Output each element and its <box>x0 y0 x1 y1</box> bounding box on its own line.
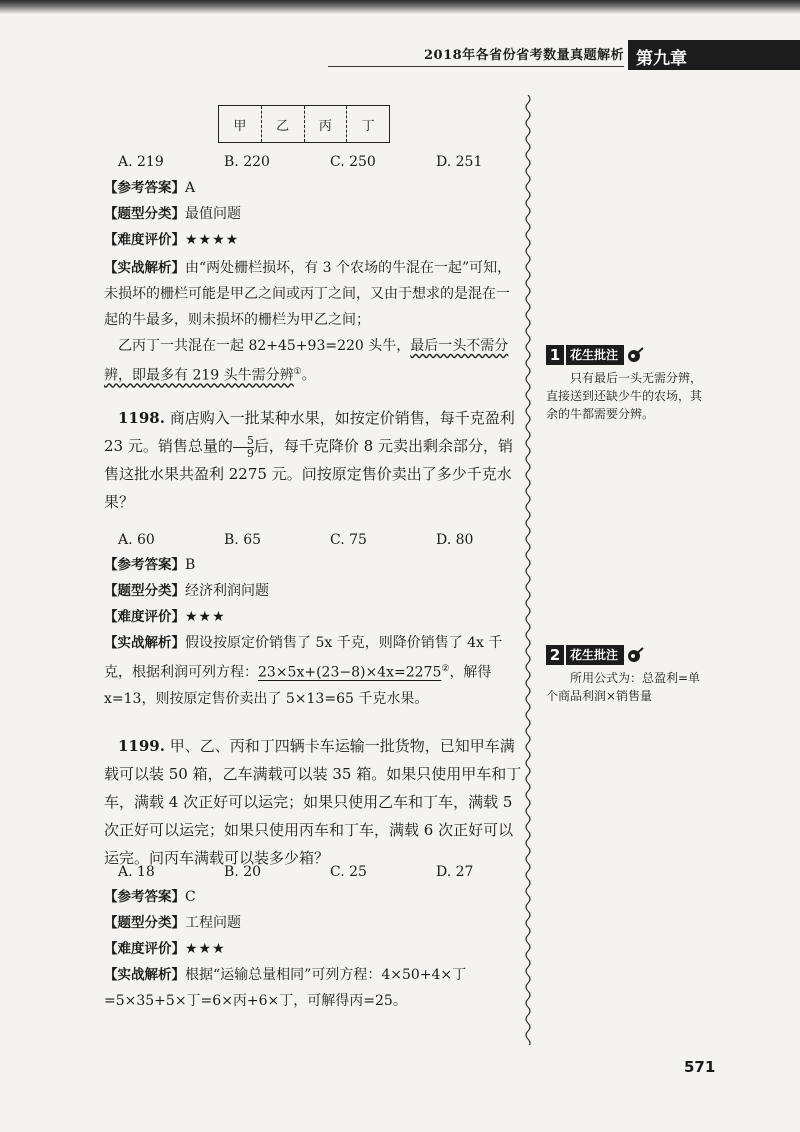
note-2-text: 所用公式为：总盈利=单个商品利润×销售量 <box>546 671 701 703</box>
wavy-underline: 最后一头不需分辨，即最多有 219 头牛需分辨 <box>104 338 509 384</box>
page-number: 571 <box>684 1058 716 1076</box>
type-row-1198: 【题型分类】经济利润问题 <box>104 583 269 599</box>
type-row-1199: 【题型分类】工程问题 <box>104 915 241 931</box>
option: D. 27 <box>436 864 474 880</box>
options-1199 <box>118 862 542 882</box>
note-number: 1 <box>546 345 564 365</box>
chapter-tab <box>628 40 800 70</box>
underlined-equation: 23×5x+(23−8)×4x=2275 <box>258 664 442 681</box>
difficulty-row-1198: 【难度评价】★★★ <box>104 609 226 625</box>
option: C. 250 <box>330 154 376 170</box>
option: C. 25 <box>330 864 367 880</box>
note-1-header <box>546 345 644 365</box>
difficulty-row-1199: 【难度评价】★★★ <box>104 941 226 957</box>
fraction: $\frac{5}{9}$ <box>233 435 254 460</box>
option: D. 80 <box>436 532 474 548</box>
note-label: 花生批注 <box>566 345 624 365</box>
analysis-1198: 【实战解析】假设按原定价销售了 5x 千克，则降价销售了 4x 千克，根据利润可列方程：23×5x+(23−8)×4x=2275②，解得 x=13，则按原定售价卖出了 5×13=65 千克水果。 <box>104 635 503 707</box>
running-header: 2018年各省份省考数量真题解析 <box>424 48 625 63</box>
fence-cell: 丁 <box>346 106 389 142</box>
analysis-1197-p2: 乙丙丁一共混在一起 82+45+93=220 头牛，最后一头不需分辨，即最多有 219 头牛需分辨①。 <box>104 338 509 384</box>
option: A. 60 <box>118 532 155 548</box>
options-1198 <box>118 530 542 550</box>
option: D. 251 <box>436 154 483 170</box>
fence-cell: 丙 <box>304 106 347 142</box>
analysis-1197: 【实战解析】由“两处栅栏损坏，有 3 个农场的牛混在一起”可知，未损坏的栅栏可能是甲乙之间或丙丁之间，又由于想求的是混在一起的牛最多，则未损坏的栅栏为甲乙之间； <box>104 260 512 328</box>
page-shadow <box>0 0 800 14</box>
analysis-1199: 【实战解析】根据“运输总量相同”可列方程：4×50+4×丁=5×35+5×丁=6×丙+6×丁，可解得丙=25。 <box>104 967 467 1009</box>
option: B. 20 <box>224 864 262 880</box>
fence-cell: 甲 <box>233 118 247 134</box>
note-2-header <box>546 645 644 665</box>
options-1197 <box>118 152 542 172</box>
difficulty-row-1197: 【难度评价】★★★★ <box>104 232 240 248</box>
question-1198: 1198. 商店购入一批某种水果，如按定价销售，每千克盈利 23 元。销售总量的 $\frac{5}{9}$ 后，每千克降价 8 元卖出剩余部分，销售这批水果共盈利 2275 元。问按原定售价卖出了多少千克水果？ <box>104 409 515 511</box>
option: A. 219 <box>118 154 164 170</box>
header-rule <box>328 66 624 67</box>
note-label: 花生批注 <box>566 645 624 665</box>
answer-row-1198: 【参考答案】B <box>104 557 196 573</box>
fence-diagram <box>218 105 390 143</box>
option: A. 18 <box>118 864 155 880</box>
option: C. 75 <box>330 532 367 548</box>
option: B. 220 <box>224 154 270 170</box>
option: B. 65 <box>224 532 262 548</box>
type-row-1197: 【题型分类】最值问题 <box>104 206 241 222</box>
note-number: 2 <box>546 645 564 665</box>
fence-cell: 乙 <box>261 106 304 142</box>
peanut-pencil-icon <box>626 646 644 664</box>
question-1199: 1199. 甲、乙、丙和丁四辆卡车运输一批货物，已知甲车满载可以装 50 箱，乙车满载可以装 35 箱。如果只使用甲车和丁车，满载 4 次正好可以运完；如果只使用乙车和丁车，满载 5 次正好可以运完；如果只使用丙车和丁车，满载 6 次正好可以运完。问丙车满载可以装多少箱？ <box>104 737 522 867</box>
peanut-pencil-icon <box>626 346 644 364</box>
chapter-label: 第九章 <box>636 49 687 69</box>
answer-row-1197: 【参考答案】A <box>104 180 196 196</box>
note-1-text: 只有最后一头无需分辨，直接送到还缺少牛的农场，其余的牛都需要分辨。 <box>546 371 703 421</box>
answer-row-1199: 【参考答案】C <box>104 889 196 905</box>
